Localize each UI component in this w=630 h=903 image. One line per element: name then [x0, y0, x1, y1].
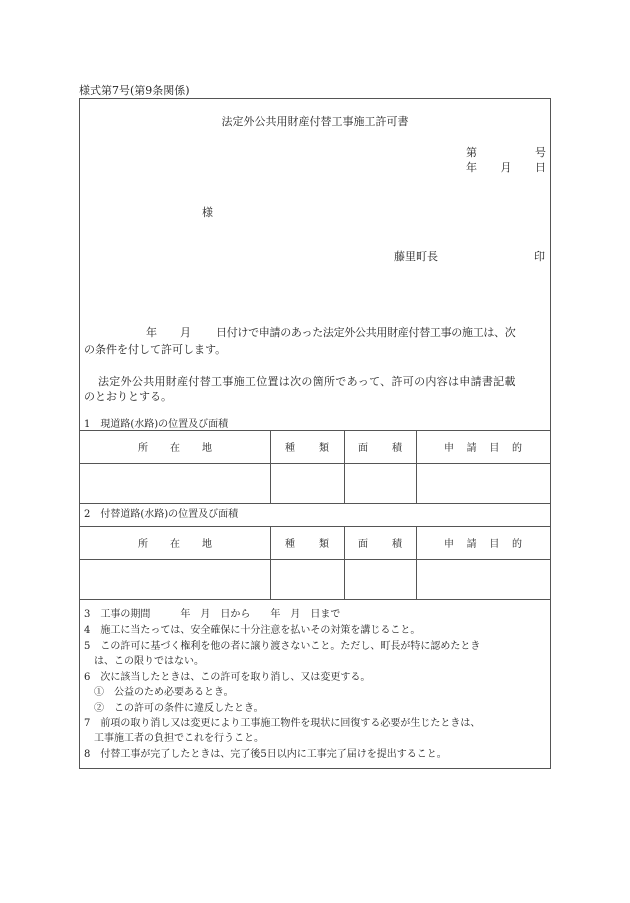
date-month: 月 — [500, 161, 512, 174]
paragraph1-line2: の条件を付して許可します。 — [84, 343, 227, 356]
section1-title: 1 現道路(水路)の位置及び面積 — [84, 419, 229, 430]
condition-line: 工事施工者の負担でこれを行うこと。 — [84, 733, 264, 744]
section1-header-purpose: 申 請 目 的 — [444, 443, 522, 454]
addressee-suffix: 様 — [202, 206, 213, 219]
paragraph1-line1: 日付けで申請のあった法定外公共用財産付替工事の施工は、次 — [216, 326, 516, 339]
section1-header-location: 所 在 地 — [138, 443, 212, 454]
section2-header-type: 種 類 — [285, 539, 329, 550]
document-number-line — [466, 145, 546, 160]
condition-line: 7 前項の取り消し又は変更により工事施工物件を現状に回復する必要が生じたときは、 — [84, 718, 481, 729]
document-title: 法定外公共用財産付替工事施工許可書 — [221, 115, 409, 128]
condition-line: は、この限りではない。 — [84, 656, 204, 667]
condition-line: 4 施工に当たっては、安全確保に十分注意を払いその対策を講じること。 — [84, 625, 421, 636]
section2-header-purpose: 申 請 目 的 — [444, 539, 522, 550]
number-prefix: 第 — [466, 146, 477, 159]
date-year: 年 — [466, 161, 477, 174]
issuer-name: 藤里町長 — [394, 250, 438, 263]
section1-header-type: 種 類 — [285, 443, 329, 454]
condition-line: 6 次に該当したときは、この許可を取り消し、又は変更する。 — [84, 672, 371, 683]
condition-line: 3 工事の期間 年 月 日から 年 月 日まで — [84, 609, 341, 620]
document-date-line — [466, 160, 546, 175]
section2-header-area: 面 積 — [358, 539, 402, 550]
paragraph2-line1: 法定外公共用財産付替工事施工位置は次の箇所であって、許可の内容は申請書記載 — [98, 375, 516, 388]
section2-title: 2 付替道路(水路)の位置及び面積 — [84, 509, 239, 520]
condition-line: 5 この許可に基づく権利を他の者に譲り渡さないこと。ただし、町長が特に認めたとき — [84, 641, 481, 652]
paragraph2-line2: のとおりとする。 — [84, 390, 172, 403]
form-number-label: 様式第7号(第9条関係) — [79, 84, 190, 97]
condition-line: ① 公益のため必要あるとき。 — [84, 687, 234, 698]
section1-header-area: 面 積 — [358, 443, 402, 454]
date-day: 日 — [535, 161, 546, 174]
seal-mark: 印 — [534, 250, 545, 263]
condition-line: 8 付替工事が完了したときは、完了後5日以内に工事完了届けを提出すること。 — [84, 749, 447, 760]
condition-line: ② この許可の条件に違反したとき。 — [84, 703, 264, 714]
paragraph1-month: 月 — [180, 326, 191, 339]
paragraph1-year: 年 — [146, 326, 157, 339]
section2-header-location: 所 在 地 — [138, 539, 212, 550]
permit-document-frame — [79, 98, 551, 769]
number-suffix: 号 — [535, 146, 546, 159]
